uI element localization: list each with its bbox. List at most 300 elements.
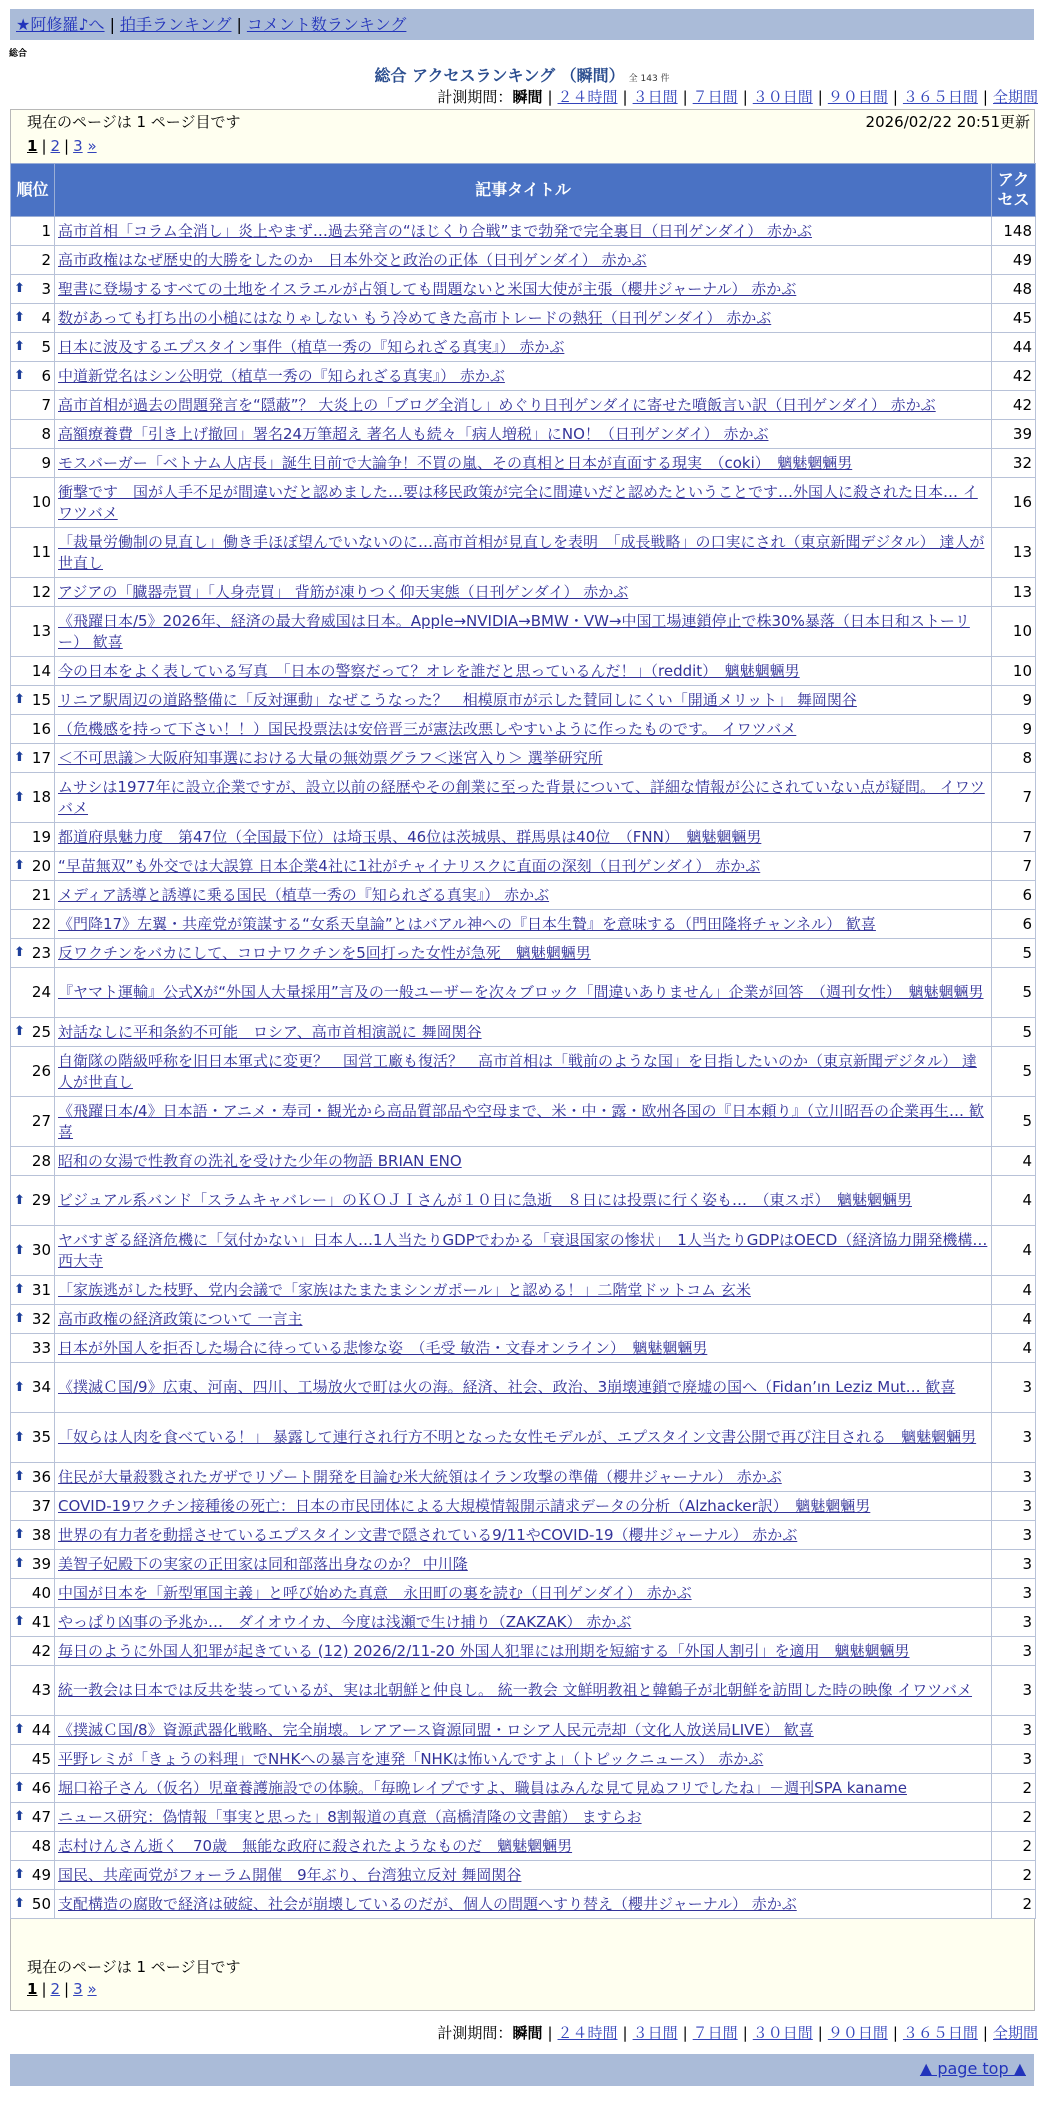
rank-cell xyxy=(11,1550,55,1579)
period-link-3[interactable]: ３０日間 xyxy=(752,88,813,106)
table-row xyxy=(11,823,1036,852)
table-row xyxy=(11,578,1036,607)
article-link[interactable]: モスバーガー「ベトナム人店長」誕生目前で大論争！不買の嵐、その真相と日本が直面する現実 （coki） 魑魅魍魎男 xyxy=(58,453,853,472)
table-row xyxy=(11,420,1036,449)
article-link[interactable]: （危機感を持って下さい！！）国民投票法は安倍晋三が憲法改悪しやすいように作ったものです。 イワツバメ xyxy=(58,719,797,738)
home-link[interactable]: ★阿修羅♪へ xyxy=(16,15,105,34)
section-label: 総合 xyxy=(9,49,28,59)
article-link[interactable]: 平野レミが「きょうの料理」でNHKへの暴言を連発「NHKは怖いんですよ」（トピックニュース） 赤かぶ xyxy=(58,1749,764,1768)
article-link[interactable]: リニア駅周辺の道路整備に「反対運動」なぜこうなった？ 相模原市が示した賛同しにくい「開通メリット」 舞岡関谷 xyxy=(58,690,857,709)
article-link[interactable]: 日本が外国人を拒否した場合に待っている悲惨な姿 （毛受 敏浩・文春オンライン） 魑魅魍魎男 xyxy=(58,1338,708,1357)
current-page-info-bottom: 現在のページは 1 ページ目です xyxy=(27,1958,241,1976)
article-link[interactable]: 《撲滅Ｃ国/9》広東、河南、四川、工場放火で町は火の海。経済、社会、政治、3崩壊連鎖で廃墟の国へ（Fidan’ın Leziz Mut… 歓喜 xyxy=(58,1378,956,1396)
next-page-link[interactable]: » xyxy=(87,1980,97,1998)
title-cell xyxy=(55,1276,992,1305)
arrow-up-icon: ⬆ xyxy=(14,310,25,326)
page-separator: | xyxy=(64,137,70,155)
title-cell xyxy=(55,362,992,391)
table-row xyxy=(11,304,1036,333)
article-link[interactable]: 都道府県魅力度 第47位（全国最下位）は埼玉県、46位は茨城県、群馬県は40位 （FNN） 魑魅魍魎男 xyxy=(58,827,762,846)
access-count: 39 xyxy=(992,420,1036,449)
article-link[interactable]: 《門降17》左翼・共産党が策謀する“女系天皇論”とはバアル神への『日本生贄』を意味する（門田隆将チャンネル） 歓喜 xyxy=(58,914,876,933)
title-cell xyxy=(55,478,992,528)
access-count: 9 xyxy=(992,686,1036,715)
table-row xyxy=(11,1666,1036,1716)
rank-number: 30 xyxy=(31,1241,51,1259)
rank-number: 8 xyxy=(41,424,51,443)
table-row xyxy=(11,1226,1036,1276)
access-count: 3 xyxy=(992,1716,1036,1745)
top-nav-bar xyxy=(10,9,1034,40)
rank-number: 2 xyxy=(41,250,51,269)
title-cell xyxy=(55,1550,992,1579)
next-page-link[interactable]: » xyxy=(87,137,97,155)
title-cell xyxy=(55,1334,992,1363)
rank-number: 4 xyxy=(41,308,51,327)
article-link[interactable]: 今の日本をよく表している写真 「日本の警察だって？オレを誰だと思っているんだ！」（reddit） 魑魅魍魎男 xyxy=(58,661,800,680)
period-separator: | xyxy=(817,2024,823,2042)
rank-number: 40 xyxy=(31,1583,51,1602)
access-count: 4 xyxy=(992,1226,1036,1276)
rank-cell xyxy=(11,1745,55,1774)
title-cell xyxy=(55,1521,992,1550)
period-separator: | xyxy=(682,88,688,106)
title-cell xyxy=(55,1890,992,1919)
rank-cell xyxy=(11,1666,55,1716)
access-count: 3 xyxy=(992,1413,1036,1463)
title-cell xyxy=(55,1745,992,1774)
access-count: 148 xyxy=(992,217,1036,246)
article-link[interactable]: ビジュアル系バンド「スラムキャバレー」のＫＯＪＩさんが１０日に急逝 ８日には投票に行く姿も… （東スポ） 魑魅魍魎男 xyxy=(58,1191,912,1209)
rank-number: 47 xyxy=(31,1807,51,1826)
period-link-0[interactable]: ２４時間 xyxy=(557,88,618,106)
article-link[interactable]: アジアの「臓器売買」「人身売買」 背筋が凍りつく仰天実態（日刊ゲンダイ） 赤かぶ xyxy=(58,582,629,601)
rank-number: 7 xyxy=(41,395,51,414)
period-separator: | xyxy=(682,2024,688,2042)
period-link-1[interactable]: ３日間 xyxy=(632,88,678,106)
arrow-up-icon: ⬆ xyxy=(14,945,25,961)
page-current: 1 xyxy=(27,137,38,155)
article-link[interactable]: 高市政権の経済政策について 一言主 xyxy=(58,1309,303,1328)
period-separator: | xyxy=(547,88,553,106)
period-separator: | xyxy=(892,2024,898,2042)
rank-cell xyxy=(11,391,55,420)
article-link[interactable]: 《飛躍日本/5》2026年、経済の最大脅威国は日本。Apple→NVIDIA→BMW・VW→中国工場連鎖停止で株30%暴落（日本日和ストーリー） 歓喜 xyxy=(58,611,970,651)
arrow-up-icon: ⬆ xyxy=(14,1614,25,1630)
access-count: 3 xyxy=(992,1492,1036,1521)
article-link[interactable]: 高市首相が過去の問題発言を“隠蔽”？ 大炎上の「ブログ全消し」めぐり日刊ゲンダイに寄せた噴飯言い訳（日刊ゲンダイ） 赤かぶ xyxy=(58,395,936,414)
rank-number: 42 xyxy=(31,1641,51,1660)
table-row xyxy=(11,910,1036,939)
article-link[interactable]: ムサシは1977年に設立企業ですが、設立以前の経歴やその創業に至った背景について、詳細な情報が公にされていない点が疑問。 イワツバメ xyxy=(58,777,985,817)
title-cell xyxy=(55,881,992,910)
title-cell xyxy=(55,1176,992,1226)
title-cell xyxy=(55,823,992,852)
rank-cell xyxy=(11,1608,55,1637)
period-link-6[interactable]: 全期間 xyxy=(992,88,1038,106)
page-link[interactable]: 2 xyxy=(50,1980,61,1998)
article-link[interactable]: 美智子妃殿下の実家の正田家は同和部落出身なのか？ 中川隆 xyxy=(58,1554,468,1573)
nav-separator: | xyxy=(236,15,242,34)
rank-cell xyxy=(11,852,55,881)
title-cell xyxy=(55,1226,992,1276)
table-row xyxy=(11,1637,1036,1666)
access-count: 3 xyxy=(992,1521,1036,1550)
title-cell xyxy=(55,1018,992,1047)
period-label: 計測期間： xyxy=(437,2024,513,2042)
arrow-up-icon: ⬆ xyxy=(14,1867,25,1883)
table-row xyxy=(11,1018,1036,1047)
title-cell xyxy=(55,1463,992,1492)
rank-cell xyxy=(11,607,55,657)
arrow-up-icon: ⬆ xyxy=(14,1780,25,1796)
title-cell xyxy=(55,1579,992,1608)
article-link[interactable]: 堀口裕子さん（仮名）児童養護施設での体験。「毎晩レイプですよ、職員はみんな見て見ぬフリでしたね」－週刊SPA kaname xyxy=(58,1778,907,1797)
rank-number: 35 xyxy=(31,1428,51,1446)
table-row xyxy=(11,449,1036,478)
access-count: 5 xyxy=(992,939,1036,968)
article-link[interactable]: 数があっても打ち出の小槌にはなりゃしない もう冷めてきた高市トレードの熱狂（日刊ゲンダイ） 赤かぶ xyxy=(58,308,772,327)
page-top-link[interactable]: ▲ page top ▲ xyxy=(919,2059,1026,2078)
access-count: 8 xyxy=(992,744,1036,773)
rank-cell xyxy=(11,939,55,968)
title-cell xyxy=(55,1637,992,1666)
table-row xyxy=(11,657,1036,686)
title-cell xyxy=(55,246,992,275)
article-link[interactable]: ヤバすぎる経済危機に「気付かない」日本人…1人当たりGDPでわかる「衰退国家の惨状」 1人当たりGDPはOECD（経済協力開発機構… 西大寺 xyxy=(58,1230,988,1270)
title-cell xyxy=(55,275,992,304)
rank-number: 16 xyxy=(31,719,51,738)
rank-cell xyxy=(11,420,55,449)
article-link[interactable]: 住民が大量殺戮されたガザでリゾート開発を目論む米大統領はイラン攻撃の準備（櫻井ジャーナル） 赤かぶ xyxy=(58,1467,782,1486)
access-count: 6 xyxy=(992,910,1036,939)
title-cell xyxy=(55,607,992,657)
page-title-text: 総合 アクセスランキング （瞬間） xyxy=(374,66,625,85)
table-row xyxy=(11,1579,1036,1608)
table-row xyxy=(11,881,1036,910)
table-row xyxy=(11,1745,1036,1774)
arrow-up-icon: ⬆ xyxy=(14,1896,25,1912)
rank-number: 38 xyxy=(31,1525,51,1544)
rank-number: 6 xyxy=(41,366,51,385)
article-link[interactable]: 毎日のように外国人犯罪が起きている (12) 2026/2/11-20 外国人犯罪には刑期を短縮する「外国人割引」を適用 魑魅魍魎男 xyxy=(58,1641,910,1660)
rank-number: 34 xyxy=(31,1378,51,1396)
article-link[interactable]: メディア誘導と誘導に乗る国民（植草一秀の『知られざる真実』） 赤かぶ xyxy=(58,885,550,904)
period-link-5[interactable]: ３６５日間 xyxy=(902,88,978,106)
title-cell xyxy=(55,420,992,449)
period-link-4[interactable]: ９０日間 xyxy=(827,2024,888,2042)
access-count: 10 xyxy=(992,657,1036,686)
table-row xyxy=(11,1550,1036,1579)
title-cell xyxy=(55,1147,992,1176)
current-page-info: 現在のページは 1 ページ目です xyxy=(27,113,241,131)
rank-number: 22 xyxy=(31,914,51,933)
rank-cell xyxy=(11,1774,55,1803)
arrow-up-icon: ⬆ xyxy=(14,1722,25,1738)
access-count: 49 xyxy=(992,246,1036,275)
article-link[interactable]: やっぱり凶事の予兆か… ダイオウイカ、今度は浅瀬で生け捕り（ZAKZAK） 赤かぶ xyxy=(58,1612,632,1631)
article-link[interactable]: 「家族逃がした枝野、党内会議で「家族はたまたまシンガポール」と認める！」二階堂ドットコム 玄米 xyxy=(58,1280,751,1299)
article-link[interactable]: 『ヤマト運輸』公式Xが“外国人大量採用”言及の一般ユーザーを次々ブロック「間違いありません」企業が回答 （週刊女性） 魑魅魍魎男 xyxy=(58,983,984,1001)
period-separator: | xyxy=(742,88,748,106)
article-link[interactable]: 反ワクチンをバカにして、コロナワクチンを5回打った女性が急死 魑魅魍魎男 xyxy=(58,943,591,962)
table-row xyxy=(11,1521,1036,1550)
article-link[interactable]: 統一教会は日本では反共を装っているが、実は北朝鮮と仲良し。 統一教会 文鮮明教祖と韓鶴子が北朝鮮を訪問した時の映像 イワツバメ xyxy=(58,1681,973,1699)
title-cell xyxy=(55,528,992,578)
period-link-5[interactable]: ３６５日間 xyxy=(902,2024,978,2042)
period-link-2[interactable]: ７日間 xyxy=(692,2024,738,2042)
rank-cell xyxy=(11,1716,55,1745)
rank-cell xyxy=(11,578,55,607)
table-row xyxy=(11,333,1036,362)
period-link-4[interactable]: ９０日間 xyxy=(827,88,888,106)
table-row xyxy=(11,773,1036,823)
table-row xyxy=(11,1608,1036,1637)
ranking-table xyxy=(10,163,1036,1919)
rank-number: 37 xyxy=(31,1496,51,1515)
access-count: 5 xyxy=(992,1097,1036,1147)
period-separator: | xyxy=(982,2024,988,2042)
rank-cell xyxy=(11,1413,55,1463)
page-separator: | xyxy=(41,1980,47,1998)
rank-cell xyxy=(11,1803,55,1832)
article-link[interactable]: 世界の有力者を動揺させているエプスタイン文書で隠されている9/11やCOVID-19（櫻井ジャーナル） 赤かぶ xyxy=(58,1525,798,1544)
rank-number: 21 xyxy=(31,885,51,904)
access-count: 4 xyxy=(992,1276,1036,1305)
arrow-up-icon: ⬆ xyxy=(14,1311,25,1327)
article-link[interactable]: 高額療養費「引き上げ撤回」署名24万筆超え 著名人も続々「病人増税」にNO！（日刊ゲンダイ） 赤かぶ xyxy=(58,424,769,443)
rank-cell xyxy=(11,1861,55,1890)
article-link[interactable]: 昭和の女湯で性教育の洗礼を受けた少年の物語 BRIAN ENO xyxy=(58,1151,462,1170)
page-link[interactable]: 3 xyxy=(73,1980,83,1998)
title-cell xyxy=(55,686,992,715)
rank-number: 29 xyxy=(31,1191,51,1209)
rank-cell xyxy=(11,1579,55,1608)
period-link-0[interactable]: ２４時間 xyxy=(557,2024,618,2042)
rank-cell xyxy=(11,275,55,304)
rank-cell xyxy=(11,1363,55,1413)
title-cell xyxy=(55,657,992,686)
rank-number: 12 xyxy=(31,582,51,601)
arrow-up-icon: ⬆ xyxy=(14,1282,25,1298)
ranking-table-body xyxy=(11,217,1036,1919)
title-column-header: 記事タイトル xyxy=(55,164,992,217)
arrow-up-icon: ⬆ xyxy=(14,692,25,708)
table-row xyxy=(11,362,1036,391)
pagination-top xyxy=(27,137,97,155)
title-cell xyxy=(55,1097,992,1147)
rank-number: 9 xyxy=(41,453,51,472)
article-link[interactable]: 自衛隊の階級呼称を旧日本軍式に変更？ 国営工廠も復活？ 高市首相は「戦前のような国」を目指したいのか（東京新聞デジタル） 達人が世直し xyxy=(58,1051,977,1091)
access-count: 3 xyxy=(992,1550,1036,1579)
article-link[interactable]: COVID-19ワクチン接種後の死亡：日本の市民団体による大規模情報開示請求データの分析（Alzhacker訳） 魑魅魍魎男 xyxy=(58,1496,871,1515)
title-cell xyxy=(55,333,992,362)
rank-cell xyxy=(11,1018,55,1047)
rank-number: 18 xyxy=(31,788,51,806)
table-row xyxy=(11,1463,1036,1492)
rank-cell xyxy=(11,657,55,686)
access-count: 32 xyxy=(992,449,1036,478)
article-link[interactable]: 支配構造の腐敗で経済は破綻、社会が崩壊しているのだが、個人の問題へすり替え（櫻井ジャーナル） 赤かぶ xyxy=(58,1894,797,1913)
table-row xyxy=(11,1176,1036,1226)
title-cell xyxy=(55,968,992,1018)
access-count: 3 xyxy=(992,1579,1036,1608)
period-link-3[interactable]: ３０日間 xyxy=(752,2024,813,2042)
arrow-up-icon: ⬆ xyxy=(14,1469,25,1485)
title-cell xyxy=(55,1774,992,1803)
article-link[interactable]: ＜不可思議＞大阪府知事選における大量の無効票グラフ＜迷宮入り＞ 選挙研究所 xyxy=(58,748,603,767)
comment-ranking-link[interactable]: コメント数ランキング xyxy=(246,15,407,34)
access-count: 4 xyxy=(992,1305,1036,1334)
rank-cell xyxy=(11,246,55,275)
rank-cell xyxy=(11,823,55,852)
title-cell xyxy=(55,1716,992,1745)
rank-number: 11 xyxy=(31,543,51,561)
article-link[interactable]: “早苗無双”も外交では大誤算 日本企業4社に1社がチャイナリスクに直面の深刻（日刊ゲンダイ） 赤かぶ xyxy=(58,856,761,875)
table-row xyxy=(11,1305,1036,1334)
table-row xyxy=(11,1276,1036,1305)
rank-number: 28 xyxy=(31,1151,51,1170)
rank-number: 15 xyxy=(31,690,51,709)
access-count: 3 xyxy=(992,1608,1036,1637)
arrow-up-icon: ⬆ xyxy=(14,858,25,874)
article-link[interactable]: 《飛躍日本/4》日本語・アニメ・寿司・観光から高品質部品や空母まで、米・中・露・欧州各国の『日本頼り』（立川昭吾の企業再生… 歓喜 xyxy=(58,1101,984,1141)
rank-number: 24 xyxy=(31,983,51,1001)
access-count: 13 xyxy=(992,578,1036,607)
article-link[interactable]: 聖書に登場するすべての土地をイスラエルが占領しても問題ないと米国大使が主張（櫻井ジャーナル） 赤かぶ xyxy=(58,279,797,298)
article-link[interactable]: 国民、共産両党がフォーラム開催 9年ぶり、台湾独立反対 舞岡関谷 xyxy=(58,1865,522,1884)
rank-number: 3 xyxy=(41,279,51,298)
rank-number: 39 xyxy=(31,1554,51,1573)
access-count: 3 xyxy=(992,1745,1036,1774)
rank-cell xyxy=(11,773,55,823)
title-cell xyxy=(55,449,992,478)
access-count: 4 xyxy=(992,1176,1036,1226)
title-cell xyxy=(55,773,992,823)
table-row xyxy=(11,852,1036,881)
rank-cell xyxy=(11,1521,55,1550)
rank-cell xyxy=(11,478,55,528)
table-row xyxy=(11,715,1036,744)
article-link[interactable]: 中国が日本を「新型軍国主義」と呼び始めた真意 永田町の裏を読む（日刊ゲンダイ） 赤かぶ xyxy=(58,1583,692,1602)
access-count: 3 xyxy=(992,1666,1036,1716)
rank-cell xyxy=(11,1097,55,1147)
access-count: 7 xyxy=(992,773,1036,823)
access-count: 7 xyxy=(992,823,1036,852)
rank-cell xyxy=(11,1276,55,1305)
rank-number: 13 xyxy=(31,622,51,640)
article-link[interactable]: 高市首相「コラム全消し」炎上やまず…過去発言の“ほじくり合戦”まで勃発で完全裏目（日刊ゲンダイ） 赤かぶ xyxy=(58,221,812,240)
rank-number: 44 xyxy=(31,1720,51,1739)
rank-number: 48 xyxy=(31,1836,51,1855)
title-cell xyxy=(55,1047,992,1097)
rank-cell xyxy=(11,528,55,578)
title-cell xyxy=(55,391,992,420)
period-label: 計測期間： xyxy=(437,88,513,106)
rank-number: 43 xyxy=(31,1681,51,1699)
rank-cell xyxy=(11,881,55,910)
table-row xyxy=(11,391,1036,420)
article-link[interactable]: 中道新党名はシン公明党（植草一秀の『知られざる真実』） 赤かぶ xyxy=(58,366,505,385)
page-link[interactable]: 2 xyxy=(50,137,61,155)
rank-cell xyxy=(11,304,55,333)
rank-number: 17 xyxy=(31,748,51,767)
period-link-2[interactable]: ７日間 xyxy=(692,88,738,106)
title-cell xyxy=(55,1666,992,1716)
access-count: 44 xyxy=(992,333,1036,362)
rank-number: 33 xyxy=(31,1338,51,1357)
table-row xyxy=(11,478,1036,528)
article-link[interactable]: 「裁量労働制の見直し」働き手ほぼ望んでいないのに…高市首相が見直しを表明 「成長戦略」の口実にされ（東京新聞デジタル） 達人が世直し xyxy=(58,532,985,572)
period-link-1[interactable]: ３日間 xyxy=(632,2024,678,2042)
article-link[interactable]: 日本に波及するエプスタイン事件（植草一秀の『知られざる真実』） 赤かぶ xyxy=(58,337,565,356)
rank-number: 41 xyxy=(31,1612,51,1631)
rank-cell xyxy=(11,1047,55,1097)
page-separator: | xyxy=(64,1980,70,1998)
title-cell xyxy=(55,1861,992,1890)
period-selector-bottom xyxy=(437,2022,1038,2043)
table-row xyxy=(11,1861,1036,1890)
table-row xyxy=(11,1334,1036,1363)
access-count: 3 xyxy=(992,1637,1036,1666)
arrow-up-icon: ⬆ xyxy=(14,1242,25,1258)
rank-cell xyxy=(11,1147,55,1176)
rank-cell xyxy=(11,333,55,362)
table-row xyxy=(11,1147,1036,1176)
table-row xyxy=(11,528,1036,578)
table-header-row xyxy=(11,164,1036,217)
article-link[interactable]: ニュース研究：偽情報「事実と思った」8割報道の真意（高橋清隆の文書館） ますらお xyxy=(58,1807,642,1826)
applause-ranking-link[interactable]: 拍手ランキング xyxy=(119,15,232,34)
table-row xyxy=(11,1413,1036,1463)
table-row xyxy=(11,246,1036,275)
access-count: 2 xyxy=(992,1774,1036,1803)
page-link[interactable]: 3 xyxy=(73,137,83,155)
article-link[interactable]: 高市政権はなぜ歴史的大勝をしたのか 日本外交と政治の正体（日刊ゲンダイ） 赤かぶ xyxy=(58,250,647,269)
rank-number: 23 xyxy=(31,943,51,962)
access-count: 5 xyxy=(992,1018,1036,1047)
rank-number: 20 xyxy=(31,856,51,875)
access-count: 5 xyxy=(992,968,1036,1018)
table-row xyxy=(11,275,1036,304)
period-selector-top xyxy=(437,86,1038,107)
rank-number: 36 xyxy=(31,1467,51,1486)
access-count: 45 xyxy=(992,304,1036,333)
period-separator: | xyxy=(742,2024,748,2042)
table-row xyxy=(11,1492,1036,1521)
article-link[interactable]: 《撲滅Ｃ国/8》資源武器化戦略、完全崩壊。レアアース資源同盟・ロシア人民元売却（文化人放送局LIVE） 歓喜 xyxy=(58,1720,814,1739)
title-cell xyxy=(55,217,992,246)
period-separator: | xyxy=(622,2024,628,2042)
period-current: 瞬間 xyxy=(512,88,543,106)
access-count: 42 xyxy=(992,362,1036,391)
period-link-6[interactable]: 全期間 xyxy=(992,2024,1038,2042)
title-cell xyxy=(55,744,992,773)
article-link[interactable]: 衝撃です 国が人手不足が間違いだと認めました…要は移民政策が完全に間違いだと認めたということです…外国人に殺された日本… イワツバメ xyxy=(58,482,978,522)
rank-number: 26 xyxy=(31,1062,51,1080)
access-count: 7 xyxy=(992,852,1036,881)
article-link[interactable]: 対話なしに平和条約不可能 ロシア、高市首相演説に 舞岡関谷 xyxy=(58,1022,482,1041)
article-link[interactable]: 「奴らは人肉を食べている！」 暴露して連行され行方不明となった女性モデルが、エプスタイン文書公開で再び注目される 魑魅魍魎男 xyxy=(58,1428,977,1446)
access-count: 3 xyxy=(992,1463,1036,1492)
rank-cell xyxy=(11,1492,55,1521)
article-link[interactable]: 志村けんさん逝く 70歳 無能な政府に殺されたようなものだ 魑魅魍魎男 xyxy=(58,1836,573,1855)
title-cell xyxy=(55,578,992,607)
rank-cell xyxy=(11,217,55,246)
access-count: 48 xyxy=(992,275,1036,304)
period-separator: | xyxy=(817,88,823,106)
access-count: 4 xyxy=(992,1147,1036,1176)
